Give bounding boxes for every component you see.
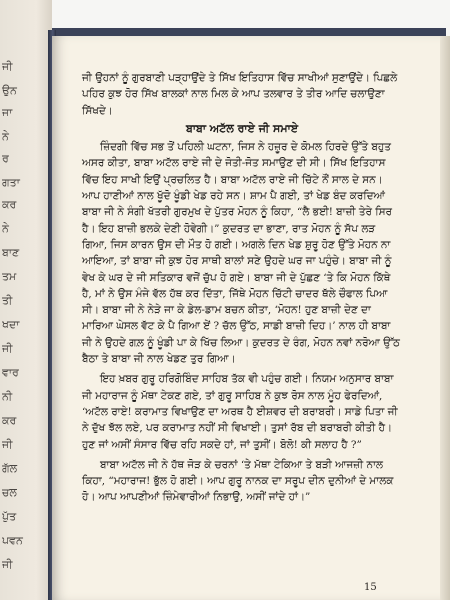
- left-page-line: ਤਮ: [2, 270, 17, 283]
- left-page-line: ਬਾਣ: [2, 246, 20, 259]
- left-page-line: ਖਦਾ: [2, 318, 20, 331]
- paragraph-intro: ਜੀ ਉਹਨਾਂ ਨੂੰ ਗੁਰਬਾਣੀ ਪੜ੍ਹਾਉਂਦੇ ਤੇ ਸਿੱਖ ਇਤਿਹਾਸ ਵਿੱਚ ਸਾਖੀਆਂ ਸੁਣਾਉਂਦੇ। ਪਿਛਲੇ ਪਹਿਰ ਕੁਝ ਹੋਰ ਸਿੱਖ ਬਾਲਕਾਂ ਨਾਲ ਮਿਲ ਕੇ ਆਪ ਤਲਵਾਰ ਤੇ ਤੀਰ ਆਦਿ ਚਲਾਉਣਾ ਸਿੱਖਦੇ।: [82, 72, 398, 117]
- left-page-line: ਕਰ: [2, 198, 17, 211]
- left-page-line: ਨੇ: [2, 130, 9, 143]
- section-heading: ਬਾਬਾ ਅਟੱਲ ਰਾਏ ਜੀ ਸਮਾਏ: [185, 121, 299, 135]
- paragraph-reply: ਬਾਬਾ ਅਟੱਲ ਜੀ ਨੇ ਹੱਥ ਜੋੜ ਕੇ ਚਰਨਾਂ ‘ਤੇ ਮੱਥਾ ਟੇਕਿਆ ਤੇ ਬੜੀ ਆਜਜ਼ੀ ਨਾਲ ਕਿਹਾ, “ਮਹਾਰਾਜ! ਭੁੱਲ ਹੋ ਗਈ। ਆਪ ਗੁਰੂ ਨਾਨਕ ਦਾ ਸਰੂਪ ਦੀਨ ਦੁਨੀਆਂ ਦੇ ਮਾਲਕ ਹੋ। ਆਪ ਆਪਣੀਆਂ ਜ਼ਿੰਮੇਵਾਰੀਆਂ ਨਿਭਾਉ, ਅਸੀਂ ਜਾਂਦੇ ਹਾਂ।”: [82, 458, 394, 504]
- left-page-line: ਜੀ: [2, 558, 13, 571]
- left-page-line: ਰ: [2, 152, 9, 165]
- left-page-line: ਵਾਰ: [2, 366, 19, 379]
- left-page-line: ਪੁੱਤ: [2, 510, 17, 523]
- paragraph-story: ਜ਼ਿੰਦਗੀ ਵਿੱਚ ਸਭ ਤੋਂ ਪਹਿਲੀ ਘਟਨਾ, ਜਿਸ ਨੇ ਹਜ਼ੂਰ ਦੇ ਕੋਮਲ ਹਿਰਦੇ ਉੱਤੇ ਬਹੁਤ ਅਸਰ ਕੀਤਾ, ਬਾਬਾ ਅਟੱਲ ਰਾਏ ਜੀ ਦੇ ਜੋਤੀ-ਜੋਤ ਸਮਾਉਣ ਦੀ ਸੀ। ਸਿੱਖ ਇਤਿਹਾਸ ਵਿੱਚ ਇਹ ਸਾਖੀ ਇਉਂ ਪ੍ਰਚਲਿਤ ਹੈ। ਬਾਬਾ ਅਟੱਲ ਰਾਏ ਜੀ ਚਿੱਟੇ ਨੌਂ ਸਾਲ ਦੇ ਸਨ। ਆਪ ਹਾਣੀਆਂ ਨਾਲ ਖੂੱਦੋ ਖੂੰਡੀ ਖੇਡ ਰਹੇ ਸਨ। ਸ਼ਾਮ ਪੈ ਗਈ, ਤਾਂ ਖੇਡ ਬੰਦ ਕਰਦਿਆਂ ਬਾਬਾ ਜੀ ਨੇ ਸੰਗੀ ਖੱਤਰੀ ਗੁਰਮੁਖ ਦੇ ਪੁੱਤਰ ਮੋਹਨ ਨੂੰ ਕਿਹਾ, “ਲੈ ਭਈ! ਬਾਜ਼ੀ ਤੇਰੇ ਸਿਰ ਹੈ। ਇਹ ਬਾਜ਼ੀ ਭਲਕੇ ਦੇਣੀ ਹੋਵੇਗੀ।” ਕੁਦਰਤ ਦਾ ਭਾਣਾ, ਰਾਤ ਮੋਹਨ ਨੂੰ ਸੱਪ ਲੜ ਗਿਆ, ਜਿਸ ਕਾਰਨ ਉਸ ਦੀ ਮੌਤ ਹੋ ਗਈ। ਅਗਲੇ ਦਿਨ ਖੇਡ ਸ਼ੁਰੂ ਹੋਣ ਉੱਤੇ ਮੋਹਨ ਨਾ ਆਇਆ, ਤਾਂ ਬਾਬਾ ਜੀ ਕੁਝ ਹੋਰ ਸਾਥੀ ਬਾਲਾਂ ਸਣੇ ਉਹਦੇ ਘਰ ਜਾ ਪਹੁੰਚੇ। ਬਾਬਾ ਜੀ ਨੂੰ ਵੇਖ ਕੇ ਘਰ ਦੇ ਜੀ ਸਤਿਕਾਰ ਵਜੋਂ ਚੁੱਪ ਹੋ ਗਏ। ਬਾਬਾ ਜੀ ਦੇ ਪੁੱਛਣ ‘ਤੇ ਕਿ ਮੋਹਨ ਕਿੱਥੇ ਹੈ, ਮਾਂ ਨੇ ਉਸ ਮੰਜੇ ਵੱਲ ਹੱਥ ਕਰ ਦਿੱਤਾ, ਜਿੱਥੇ ਮੋਹਨ ਚਿੱਟੀ ਚਾਦਰ ਥੱਲੇ ਚੌਫਾਲ ਪਿਆ ਸੀ। ਬਾਬਾ ਜੀ ਨੇ ਨੇੜੇ ਜਾ ਕੇ ਡੇਲ-ਡਾਮ ਬਚਨ ਕੀਤਾ, ‘ਮੋਹਨ! ਹੁਣ ਬਾਜ਼ੀ ਦੇਣ ਦਾ ਮਾਰਿਆ ਘੇਸਲ ਵੱਟ ਕੇ ਪੈ ਗਿਆ ਏਂ ? ਚੱਲ ਉੱਠ, ਸਾਡੀ ਬਾਜ਼ੀ ਦਿਹ।’ ਨਾਲ ਹੀ ਬਾਬਾ ਜੀ ਨੇ ਉਹਦੇ ਗਲ਼ ਨੂੰ ਖੂੰਡੀ ਪਾ ਕੇ ਖਿੱਚ ਲਿਆ। ਕੁਦਰਤ ਦੇ ਰੰਗ, ਮੋਹਨ ਨਵਾਂ ਨਰੋਆ ਉੱਠ ਬੈਠਾ ਤੇ ਬਾਬਾ ਜੀ ਨਾਲ ਖੇਡਣ ਤੁਰ ਗਿਆ।: [82, 141, 400, 366]
- page-number: 15: [364, 582, 377, 593]
- left-page-line: ਜੀ: [2, 342, 13, 355]
- left-page-line: ਕਰ: [2, 414, 17, 427]
- left-page-line: ਤੀ: [2, 294, 13, 307]
- left-page-line: ਉਨ: [2, 84, 17, 97]
- left-page: [0, 0, 52, 600]
- left-page-line: ਜਾ: [2, 106, 13, 119]
- left-page-line: ਜੀ: [2, 60, 13, 73]
- left-page-line: ਚਲ: [2, 486, 17, 499]
- paragraph-guru: ਇਹ ਖ਼ਬਰ ਗੁਰੂ ਹਰਿਗੋਬਿੰਦ ਸਾਹਿਬ ਤੱਕ ਵੀ ਪਹੁੰਚ ਗਈ। ਨਿਯਮ ਅਨੁਸਾਰ ਬਾਬਾ ਜੀ ਮਹਾਰਾਜ ਨੂੰ ਮੱਥਾ ਟੇਕਣ ਗਏ, ਤਾਂ ਗੁਰੂ ਸਾਹਿਬ ਨੇ ਕੁਝ ਰੋਸ ਨਾਲ ਮੂੰਹ ਫੇਰਦਿਆਂ, ‘ਅਟੱਲ ਰਾਏ! ਕਰਾਮਾਤ ਵਿਖਾਉਣ ਦਾ ਅਰਥ ਹੈ ਈਸ਼ਵਰ ਦੀ ਬਰਾਬਰੀ। ਸਾਡੇ ਪਿਤਾ ਜੀ ਨੇ ਦੁੱਖ ਝੱਲ ਲਏ, ਪਰ ਕਰਾਮਾਤ ਨਹੀਂ ਸੀ ਵਿਖਾਈ। ਤੁਸਾਂ ਰੱਬ ਦੀ ਬਰਾਬਰੀ ਕੀਤੀ ਹੈ। ਹੁਣ ਜਾਂ ਅਸੀਂ ਸੰਸਾਰ ਵਿੱਚ ਰਹਿ ਸਕਦੇ ਹਾਂ, ਜਾਂ ਤੁਸੀਂ। ਬੋਲੋ! ਕੀ ਸਲਾਹ ਹੈ ?”: [82, 373, 398, 451]
- left-page-line: ਜੀ: [2, 438, 13, 451]
- left-page-line: ਨੇ: [2, 222, 9, 235]
- left-page-line: ਨੀ: [2, 390, 13, 403]
- left-page-line: ਗੱਲ: [2, 462, 18, 475]
- page-text: [82, 70, 402, 506]
- left-page-line: ਪਵਨ: [2, 534, 23, 547]
- page-edge: [440, 36, 450, 600]
- left-page-line: ਗਤਾ: [2, 176, 20, 189]
